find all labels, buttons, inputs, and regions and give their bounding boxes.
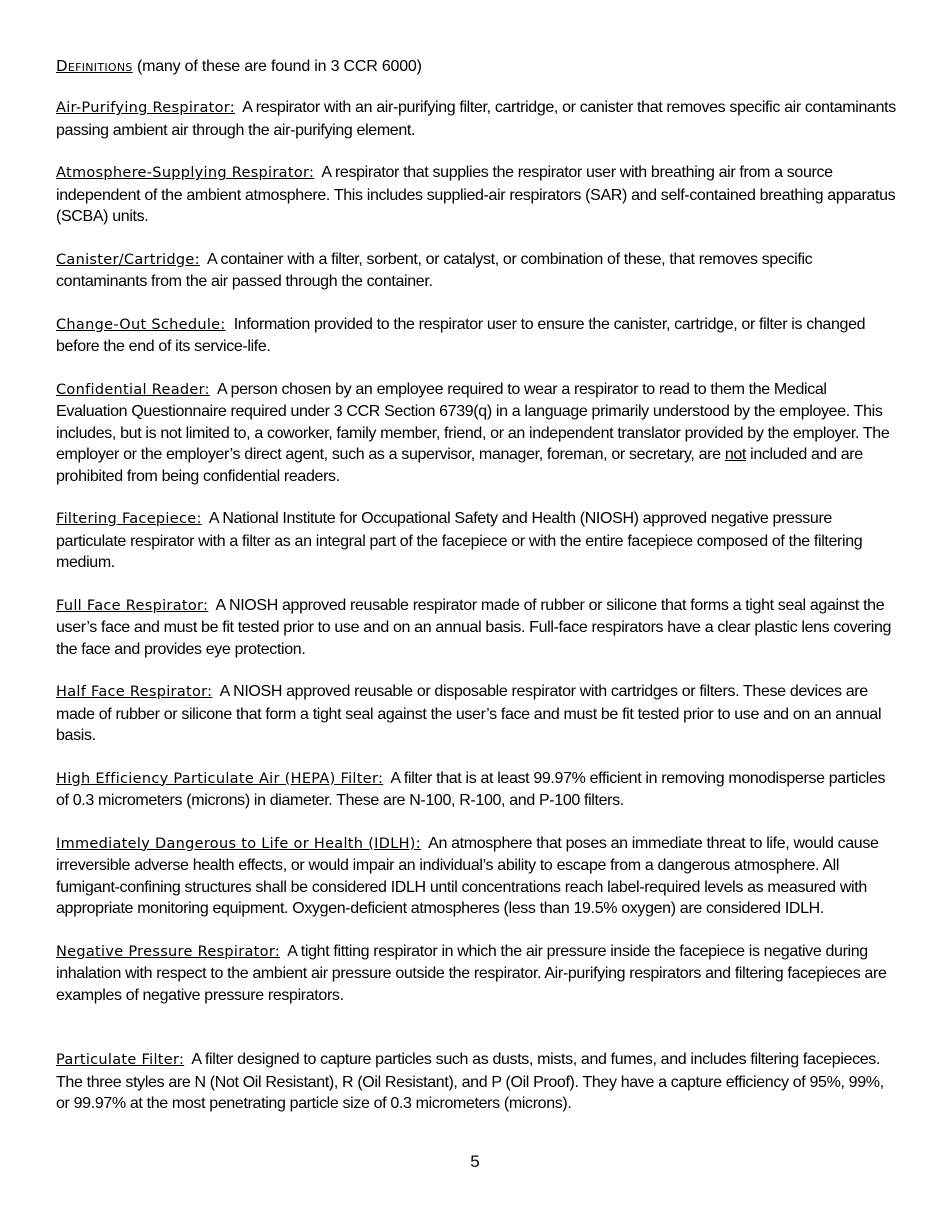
page-number: 5 xyxy=(470,1152,480,1171)
definition-text: A filter that is at least 99.97% efficient in removing monodisperse particles of 0.3 micrometers (microns) in diameter. These are N-100, R-100, and P-100 filters. xyxy=(56,769,886,809)
definition-term: Atmosphere-Supplying Respirator: xyxy=(56,165,315,181)
definition-text: A filter designed to capture particles such as dusts, mists, and fumes, and includes filtering facepieces. The three styles are N (Not Oil Resistant), R (Oil Resistant), and P (Oil Proof). They have a capture efficiency of 95%, 99%, or 99.97% at the most penetrating particle size of 0.3 micrometers (microns). xyxy=(56,1051,884,1112)
definition-term: Negative Pressure Respirator: xyxy=(56,943,281,960)
definition-negative-pressure-respirator xyxy=(56,941,898,1007)
definition-term: Filtering Facepiece: xyxy=(56,511,202,527)
definition-term: Air-Purifying Respirator: xyxy=(56,100,235,116)
definition-term: Confidential Reader: xyxy=(56,381,210,398)
definition-term: Half Face Respirator: xyxy=(56,684,213,700)
definition-confidential-reader xyxy=(56,379,898,488)
definition-text: A respirator that supplies the respirator user with breathing air from a source independent of the ambient atmosphere. This includes supplied-air respirators (SAR) and self-contained breathing apparatus (SCBA) units. xyxy=(56,164,896,225)
definition-text: An atmosphere that poses an immediate threat to life, would cause irreversible adverse health effects, or would impair an individual’s ability to escape from a dangerous atmosphere. All fumigant-confining structures shall be considered IDLH until concentrations reach label-required levels as measured with appropriate monitoring equipment. Oxygen-deficient atmospheres (less than 19.5% oxygen) are considered IDLH. xyxy=(56,834,879,917)
definitions-title: Definitions xyxy=(56,57,133,75)
definition-text: A National Institute for Occupational Safety and Health (NIOSH) approved negative pressure particulate respirator with a filter as an integral part of the facepiece or with the entire facepiece composed of the filtering medium. xyxy=(56,510,863,571)
definition-atmosphere-supplying-respirator xyxy=(56,162,898,228)
definition-term: Canister/Cartridge: xyxy=(56,251,200,268)
definition-text: A respirator with an air-purifying filter, cartridge, or canister that removes specific air contaminants passing ambient air through the air-purifying element. xyxy=(56,99,896,139)
definition-full-face-respirator xyxy=(56,595,898,661)
definitions-heading xyxy=(56,56,898,77)
definition-change-out-schedule xyxy=(56,314,898,358)
definition-half-face-respirator xyxy=(56,681,898,747)
definition-hepa-filter xyxy=(56,768,898,812)
definition-term: Immediately Dangerous to Life or Health (IDLH): xyxy=(56,835,421,852)
definition-filtering-facepiece xyxy=(56,508,898,574)
definitions-source-note: (many of these are found in 3 CCR 6000) xyxy=(136,58,422,75)
definition-term: Change-Out Schedule: xyxy=(56,316,226,333)
definition-term: High Efficiency Particulate Air (HEPA) Filter: xyxy=(56,770,384,787)
definition-text: A container with a filter, sorbent, or catalyst, or combination of these, that removes specific contaminants from the air passed through the container. xyxy=(56,250,813,290)
definition-text-continued: included and are prohibited from being confidential readers. xyxy=(56,446,863,485)
document-page xyxy=(56,56,898,1136)
definition-term: Full Face Respirator: xyxy=(56,597,209,614)
definition-particulate-filter xyxy=(56,1049,898,1115)
definition-text: Information provided to the respirator user to ensure the canister, cartridge, or filter is changed before the end of its service-life. xyxy=(56,315,866,355)
definition-text: A tight fitting respirator in which the air pressure inside the facepiece is negative during inhalation with respect to the ambient air pressure outside the respirator. Air-purifying respirators and filtering facepieces are examples of negative pressure respirators. xyxy=(56,942,887,1004)
definition-text: A NIOSH approved reusable respirator made of rubber or silicone that forms a tight seal against the user’s face and must be fit tested prior to use and on an annual basis. Full-face respirators have a clear plastic lens covering the face and provides eye protection. xyxy=(56,596,892,658)
definition-air-purifying-respirator xyxy=(56,97,898,141)
definition-canister-cartridge xyxy=(56,249,898,293)
definition-idlh xyxy=(56,833,898,920)
definition-emphasis: not xyxy=(724,446,747,463)
definition-term: Particulate Filter: xyxy=(56,1052,185,1068)
definition-text: A person chosen by an employee required to wear a respirator to read to them the Medical Evaluation Questionnaire required under 3 CCR Section 6739(q) in a language primarily understood by the employee. This includes, but is not limited to, a coworker, family member, friend, or an independent translator provided by the employer. The employer or the employer’s direct agent, such as a supervisor, manager, foreman, or secretary, are xyxy=(56,380,890,463)
definition-text: A NIOSH approved reusable or disposable respirator with cartridges or filters. These devices are made of rubber or silicone that form a tight seal against the user’s face and must be fit tested prior to use and on an annual basis. xyxy=(56,683,882,744)
